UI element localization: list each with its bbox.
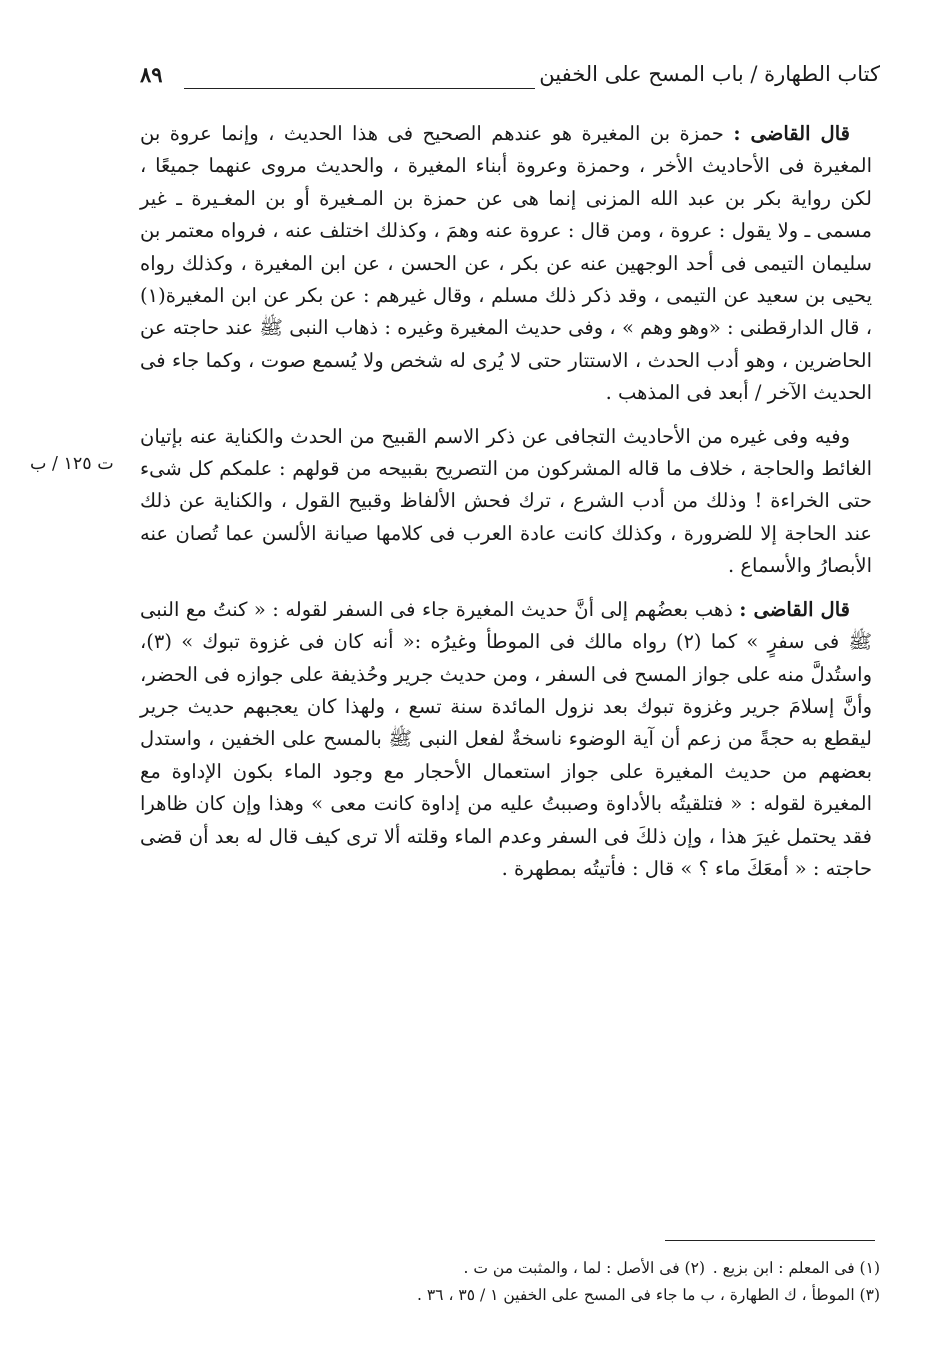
header-rule	[184, 88, 535, 89]
footnote-row	[140, 1255, 880, 1282]
footnote-2: (٢) فى الأصل : لما ، والمثبت من ت .	[463, 1259, 705, 1277]
footnote-rule	[665, 1240, 875, 1241]
paragraph-body: وفيه وفى غيره من الأحاديث التجافى عن ذكر الاسم القبيح من الحدث والكناية عنه بإتيان الغائط والحاجة ، خلاف ما قاله المشركون من التصريح بقبيحه من قولهم : علمكم كل شىء حتى الخراءة ! وذلك من أدب الشرع ، ترك فحش الألفاظ وقبيح القول ، والكناية عن ذلك عند الحاجة إلا للضرورة ، وكذلك كانت عادة العرب فى كلامها صيانة الألسن عما تُصان عنه الأبصارُ والأسماع .	[140, 424, 873, 578]
running-title: كتاب الطهارة / باب المسح على الخفين	[539, 62, 880, 86]
footnote-row	[140, 1282, 880, 1309]
paragraph-1	[140, 118, 872, 410]
margin-note: ت ١٢٥ / ب	[30, 454, 114, 474]
footnote-3: (٣) الموطأ ، ك الطهارة ، ب ما جاء فى المسح على الخفين ١ / ٣٥ ، ٣٦ .	[417, 1286, 880, 1304]
footnote-1: (١) فى المعلم : ابن بزيع .	[712, 1259, 880, 1277]
paragraph-body: ذهب بعضُهم إلى أنَّ حديث المغيرة جاء فى السفر لقوله : « كنتُ مع النبى ﷺ فى سفرٍ » كما (٢) رواه مالك فى الموطأ وغيرُه :« أنه كان فى غزوة تبوك » (٣)، واستُدلَّ منه على جواز المسح فى السفر ، ومن حديث جرير وحُذيفة على جوازه فى الحضر، وأنَّ إسلامَ جرير وغزوة تبوك بعد نزول المائدة سنة تسع ، ولهذا كان يعجبهم حديث جرير ليقطع به حجةً من زعم أن آية الوضوء ناسخةٌ لفعل النبى ﷺ بالمسح على الخفين ، واستدل بعضهم من حديث المغيرة على جواز استعمال الأحجار مع وجود الماء بكون الإداوة مع المغيرة لقوله : « فتلقيتُه بالأداوة وصببتُ عليه من إداوة كانت معى » وهذا وإن كان ظاهرا فقد يحتمل غيرَ هذا ، وإن ذلكَ فى السفر وعدم الماء وقلته ألا ترى كيف قال له بعد أن قضى حاجته : « أمعَكَ ماء ؟ » قال : فأتيتُه بمطهرة .	[140, 597, 873, 880]
running-header	[140, 56, 880, 96]
paragraph-2	[140, 421, 872, 583]
page-number: ٨٩	[140, 62, 163, 87]
footnotes	[140, 1255, 880, 1309]
main-text	[140, 118, 872, 896]
paragraph-body: حمزة بن المغيرة هو عندهم الصحيح فى هذا الحديث ، وإنما عروة بن المغيرة فى الأحاديث الأخر ، وحمزة وعروة أبناء المغيرة ، والحديث مروى عنهما جميعًا ، لكن رواية بكر بن عبد الله المزنى إنما هى عن حمزة بن المـغيرة أو بن المغـيرة ـ غير مسمى ـ ولا يقول : عروة ، ومن قال : عروة عنه وهمَ ، وكذلك اختلف عنه ، فرواه معتمر بن سليمان التيمى فى أحد الوجهين عنه عن بكر ، عن الحسن ، عن ابن المغيرة ، وكذلك رواه يحيى بن سعيد عن التيمى ، وقد ذكر ذلك مسلم ، وقال غيرهم : عن بكر عن ابن المغيرة(١) ، قال الدارقطنى : «وهو وهم » ، وفى حديث المغيرة وغيره : ذهاب النبى ﷺ عند حاجته عن الحاضرين ، وهو أدب الحدث ، الاستتار حتى لا يُرى له شخص ولا يُسمع صوت ، وكما جاء فى الحديث الآخر / أبعد فى المذهب .	[140, 122, 872, 405]
paragraph-3	[140, 594, 872, 886]
paragraph-lead: قال القاضى :	[733, 122, 850, 145]
paragraph-lead: قال القاضى :	[739, 597, 850, 621]
